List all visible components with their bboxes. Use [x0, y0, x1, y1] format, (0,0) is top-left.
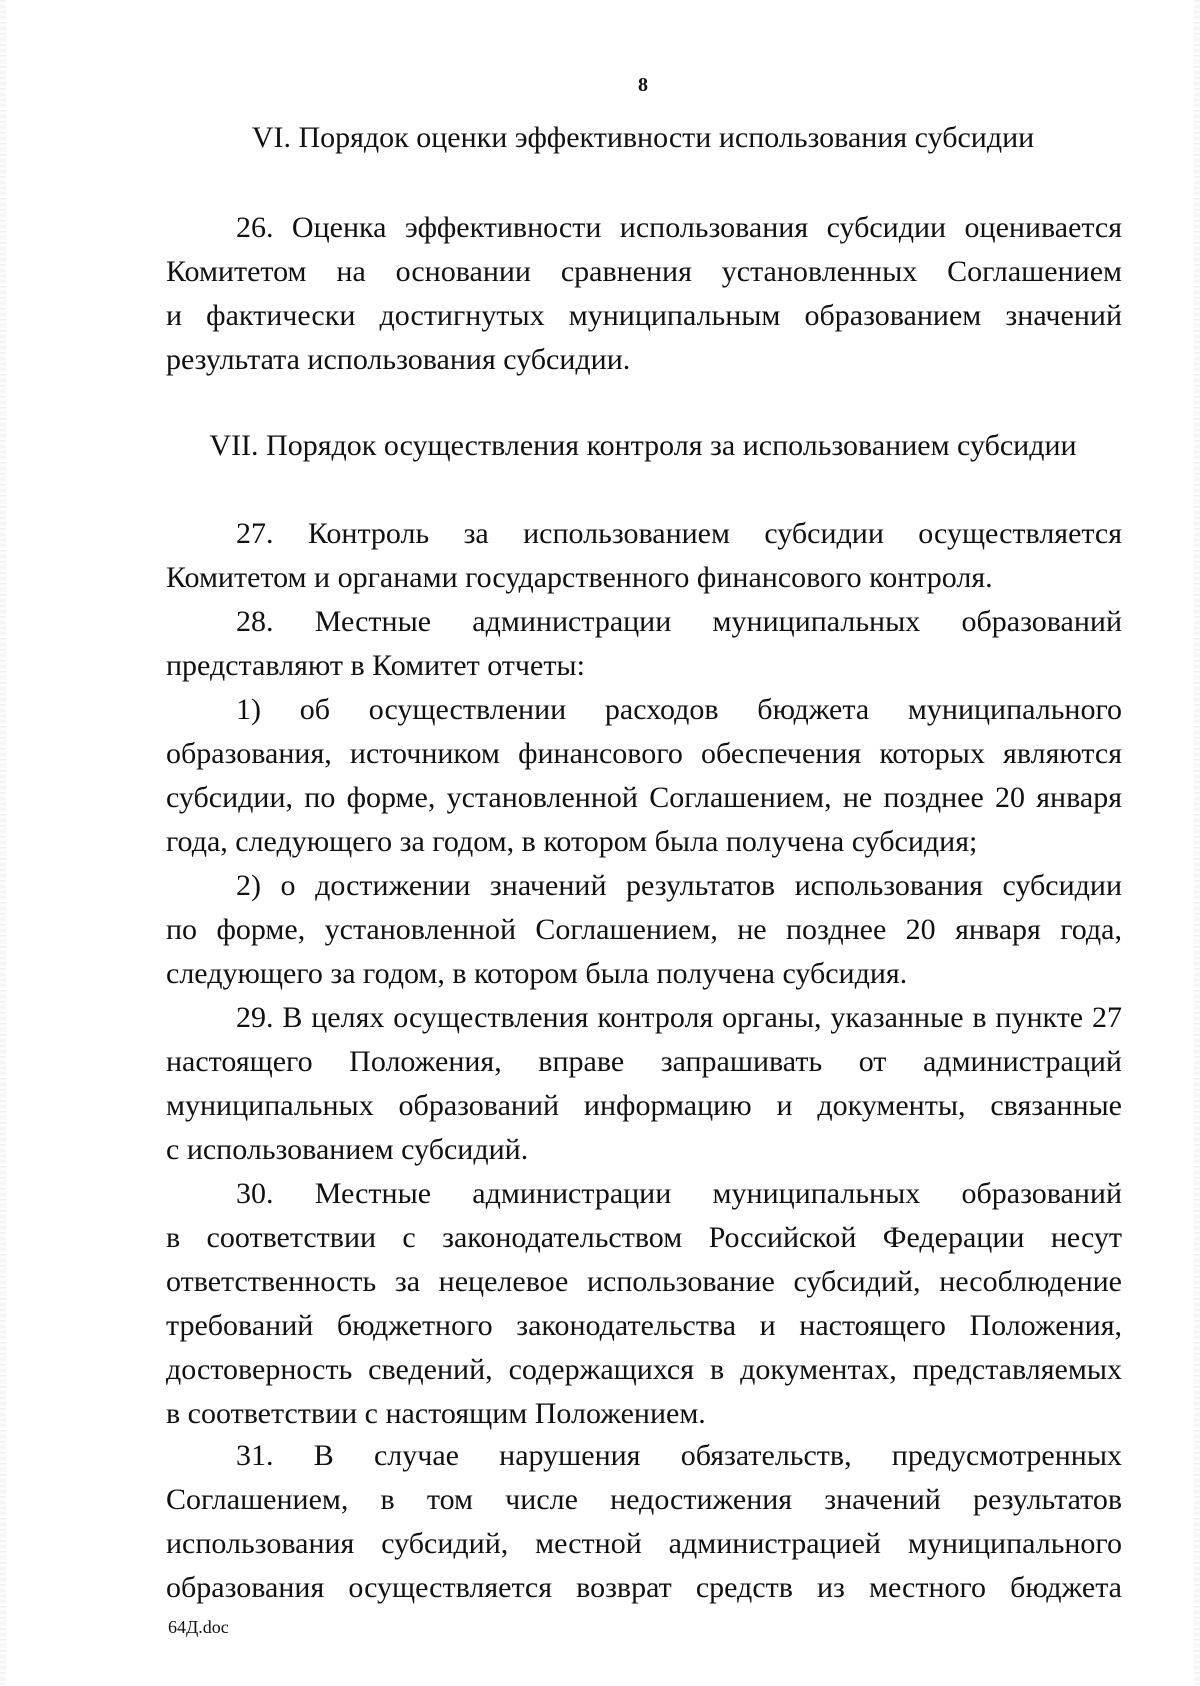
paragraph-line: использования субсидий, местной администрацией муниципального [166, 1527, 1122, 1560]
paragraph-line: с использованием субсидий. [166, 1133, 529, 1166]
paragraph-line: субсидии, по форме, установленной Соглашением, не позднее 20 января [166, 781, 1122, 814]
paragraph-line: года, следующего за годом, в котором была получена субсидия; [166, 825, 978, 858]
section-heading-vii: VII. Порядок осуществления контроля за использованием субсидии [209, 429, 1077, 462]
paragraph-line: 26. Оценка эффективности использования субсидии оценивается [236, 211, 1122, 244]
scan-edge-right [1194, 0, 1200, 1686]
paragraph-line: 28. Местные администрации муниципальных образований [236, 605, 1122, 638]
paragraph-line: Комитетом на основании сравнения установленных Соглашением [166, 255, 1122, 288]
paragraph-line: результата использования субсидии. [166, 343, 631, 376]
paragraph-line: в соответствии с законодательством Российской Федерации несут [166, 1221, 1122, 1254]
paragraph-line: представляют в Комитет отчеты: [166, 649, 585, 682]
paragraph-line: муниципальных образований информацию и документы, связанные [166, 1089, 1122, 1122]
paragraph-line: Комитетом и органами государственного финансового контроля. [166, 561, 993, 594]
paragraph-line: настоящего Положения, вправе запрашивать от администраций [166, 1045, 1122, 1078]
paragraph-31 [166, 1434, 1122, 1654]
paragraph-line: и фактически достигнутых муниципальным образованием значений [166, 299, 1122, 332]
section-heading-vi: VI. Порядок оценки эффективности использования субсидии [251, 121, 1035, 154]
paragraph-line: по форме, установленной Соглашением, не позднее 20 января года, [166, 913, 1122, 946]
footer-file-name: 64Д.doc [168, 1617, 229, 1637]
paragraph-line: Соглашением, в том числе недостижения значений результатов [166, 1483, 1122, 1516]
paragraph-line: требований бюджетного законодательства и настоящего Положения, [166, 1309, 1122, 1342]
paragraph-line: 27. Контроль за использованием субсидии осуществляется [236, 517, 1122, 550]
paragraph-line: 31. В случае нарушения обязательств, предусмотренных [236, 1439, 1122, 1472]
scan-edge-left [0, 0, 6, 1686]
paragraph-line: достоверность сведений, содержащихся в документах, представляемых [166, 1353, 1122, 1386]
page-number: 8 [638, 74, 648, 96]
paragraph-line: образования, источником финансового обеспечения которых являются [166, 737, 1122, 770]
paragraph-line: 29. В целях осуществления контроля органы, указанные в пункте 27 [236, 1001, 1122, 1034]
paragraph-line: ответственность за нецелевое использование субсидий, несоблюдение [166, 1265, 1122, 1298]
paragraph-line: 2) о достижении значений результатов использования субсидии [236, 869, 1122, 902]
paragraph-line: следующего за годом, в котором была получена субсидия. [166, 957, 908, 990]
paragraph-line: в соответствии с настоящим Положением. [166, 1397, 706, 1430]
paragraph-26 [166, 206, 1122, 426]
paragraph-line: 1) об осуществлении расходов бюджета муниципального [236, 693, 1122, 726]
paragraph-line: образования осуществляется возврат средств из местного бюджета [166, 1571, 1122, 1604]
paragraph-line: 30. Местные администрации муниципальных образований [236, 1177, 1122, 1210]
